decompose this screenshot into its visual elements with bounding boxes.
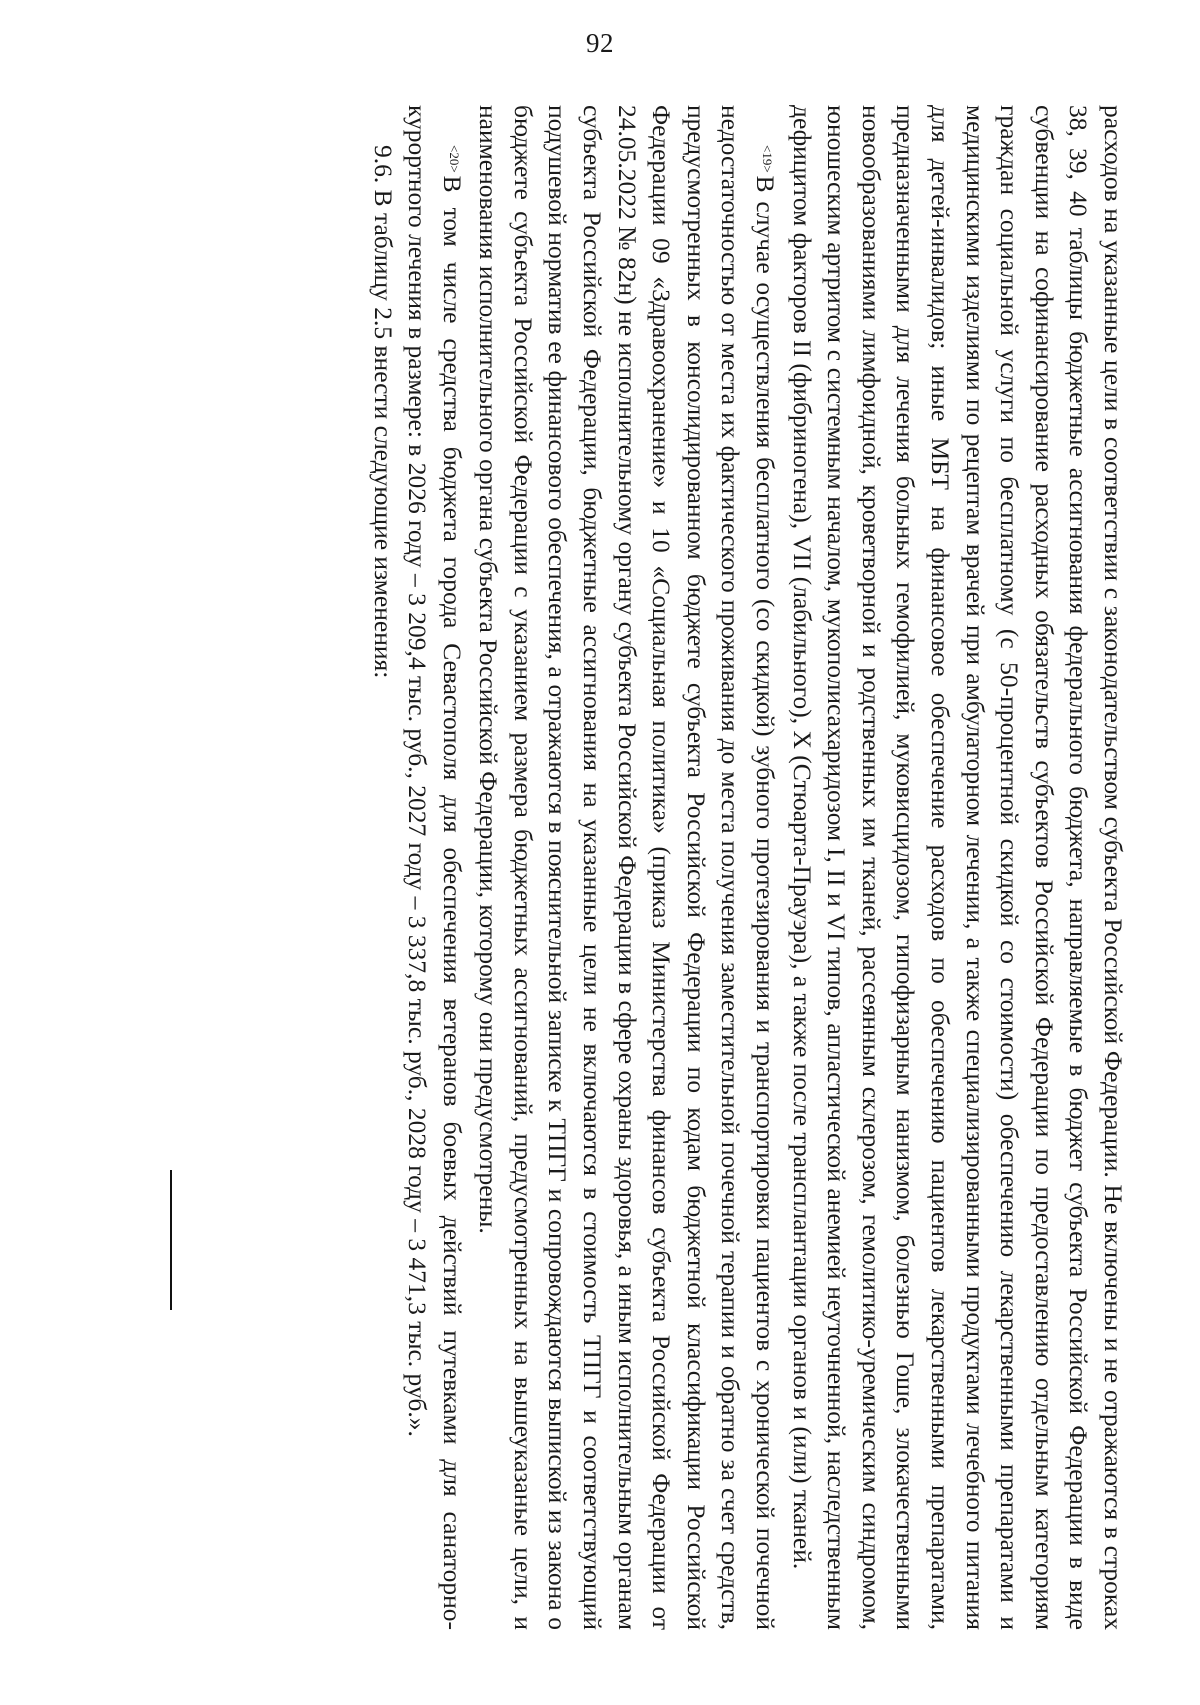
footnote-20-mark: <20> bbox=[446, 145, 462, 173]
footnote-19 bbox=[471, 105, 784, 1630]
paragraph-continuation: расходов на указанные цели в соответствии с законодательством субъекта Российской Федерации. Не включены и не отражаются в строках 38, 39, 40 таблицы бюджетные ассигнования федерального бюджета, направляемые в бюджет субъекта Российской Федерации в виде субвенции на софинансирование расходных обязательств субъектов Российской Федерации по предоставлению отдельным категориям граждан социальной услуги по бесплатному (с 50-процентной скидкой со стоимости) обеспечению лекарственными препаратами и медицинскими изделиями по рецептам врачей при амбулаторном лечении, а также специализированными продуктами лечебного питания для детей-инвалидов; иные МБТ на финансовое обеспечение расходов по обеспечению пациентов лекарственными препаратами, предназначенными для лечения больных гемофилией, муковисцидозом, гипофизарным нанизмом, болезнью Гоше, злокачественными новообразованиями лимфоидной, кроветворной и родственных им тканей, рассеянным склерозом, гемолитико-уремическим синдромом, юношеским артритом с системным началом, мукополисахаридозом I, II и VI типов, апластической анемией неуточненной, наследственным дефицитом факторов II (фибриногена), VII (лабильного), X (Стюарта-Прауэра), а также после трансплантации органов и (или) тканей. bbox=[787, 105, 1128, 1630]
footnote-19-text: В случае осуществления бесплатного (со скидкой) зубного протезирования и транспортировки пациентов с хронической почечной недостаточностью от места их фактического проживания до места получения заместительной почечной терапии и обратно за счет средств, предусмотренных в консолидированном бюджете субъекта Российской Федерации по кодам бюджетной классификации Российской Федерации 09 «Здравоохранение» и 10 «Социальная политика» (приказ Министерства финансов субъекта Российской Федерации от 24.05.2022 № 82н) не исполнительному органу субъекта Российской Федерации в сфере охраны здоровья, а иным исполнительным органам субъекта Российской Федерации, бюджетные ассигнования на указанные цели не включаются в стоимость ТПГГ и соответствующий подушевой норматив ее финансового обеспечения, а отражаются в пояснительной записке к ТПГГ и сопровождаются выпиской из закона о бюджете субъекта Российской Федерации с указанием размера бюджетных ассигнований, предусмотренных на вышеуказаные цели, и наименования исполнительного органа субъекта Российской Федерации, которому они предусмотрены. bbox=[474, 105, 781, 1630]
page-number: 92 bbox=[586, 28, 614, 58]
rotated-content bbox=[365, 105, 1130, 1630]
paragraph-table-changes: 9.6. В таблицу 2.5 внести следующие изменения: bbox=[368, 145, 398, 679]
footnote-19-mark: <19> bbox=[760, 145, 776, 173]
document-text bbox=[365, 105, 1130, 1630]
margin-rule bbox=[170, 1170, 172, 1310]
footnote-20 bbox=[400, 105, 471, 1630]
footnote-20-text: В том числе средства бюджета города Севастополя для обеспечения ветеранов боевых действий путевками для санаторно-курортного лечения в размере: в 2026 году – 3 209,4 тыс. руб., 2027 году – 3 337,8 тыс. руб., 2028 году – 3 471,3 тыс. руб.». bbox=[403, 105, 467, 1630]
